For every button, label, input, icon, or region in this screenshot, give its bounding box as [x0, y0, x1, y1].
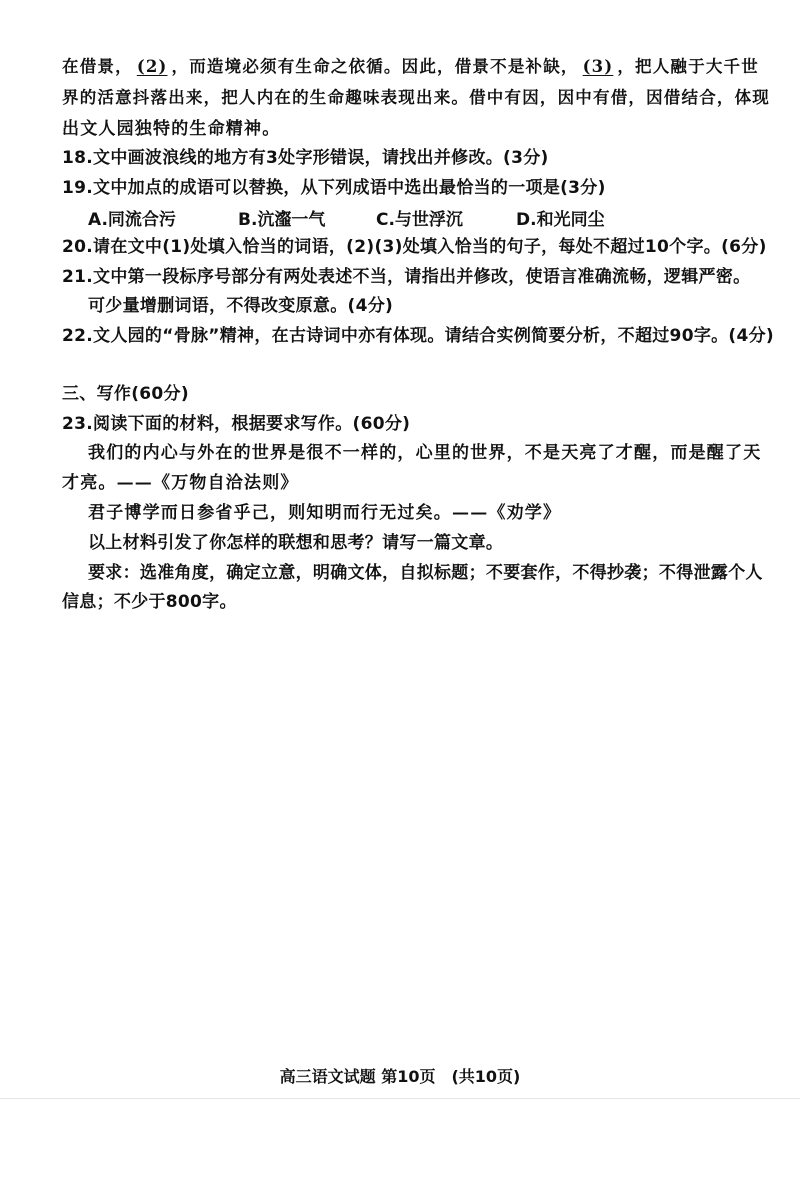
passage-text: ，把人融于大千世 [617, 57, 759, 76]
question-21-line-1: 21.文中第一段标序号部分有两处表述不当，请指出并修改，使语言准确流畅，逻辑严密。 [62, 267, 751, 287]
option-b: B.沆瀣一气 [238, 210, 326, 230]
passage-line-1 [62, 55, 770, 79]
material-1-line-2: 才亮。——《万物自洽法则》 [62, 473, 299, 493]
question-19: 19.文中加点的成语可以替换，从下列成语中选出最恰当的一项是(3分) [62, 178, 606, 198]
page-footer: 高三语文试题 第10页 (共10页) [279, 1067, 521, 1086]
bottom-divider [0, 1098, 800, 1099]
option-a: A.同流合污 [88, 210, 176, 230]
section-title-writing: 三、写作(60分) [62, 384, 189, 404]
question-18: 18.文中画波浪线的地方有3处字形错误，请找出并修改。(3分) [62, 148, 549, 168]
question-22: 22.文人园的“骨脉”精神，在古诗词中亦有体现。请结合实例简要分析，不超过90字。(4分) [62, 326, 774, 346]
passage-line-2: 界的活意抖落出来，把人内在的生命趣味表现出来。借中有因，因中有借，因借结合，体现 [62, 88, 770, 107]
passage-text: 在借景， [62, 57, 133, 76]
passage-line-3: 出文人园独特的生命精神。 [62, 119, 281, 139]
question-20: 20.请在文中(1)处填入恰当的词语，(2)(3)处填入恰当的句子，每处不超过10个字。(6分) [62, 237, 767, 257]
passage-text: ，而造境必须有生命之依循。因此，借景不是补缺， [171, 57, 579, 76]
blank-2: (2) [136, 57, 168, 76]
question-21-line-2: 可少量增删词语，不得改变原意。(4分) [88, 296, 394, 316]
requirements-line-2: 信息；不少于800字。 [62, 592, 237, 612]
requirements-line-1: 要求：选准角度，确定立意，明确文体，自拟标题；不要套作，不得抄袭；不得泄露个人 [88, 563, 763, 583]
question-23: 23.阅读下面的材料，根据要求写作。(60分) [62, 414, 411, 434]
blank-3: (3) [582, 57, 614, 76]
material-1-line-1: 我们的内心与外在的世界是很不一样的，心里的世界，不是天亮了才醒，而是醒了天 [88, 443, 762, 463]
material-2: 君子博学而日参省乎己，则知明而行无过矣。——《劝学》 [88, 503, 562, 523]
option-d: D.和光同尘 [516, 210, 605, 230]
question-19-options [88, 205, 688, 229]
writing-prompt: 以上材料引发了你怎样的联想和思考？请写一篇文章。 [88, 533, 504, 553]
option-c: C.与世浮沉 [376, 210, 463, 230]
